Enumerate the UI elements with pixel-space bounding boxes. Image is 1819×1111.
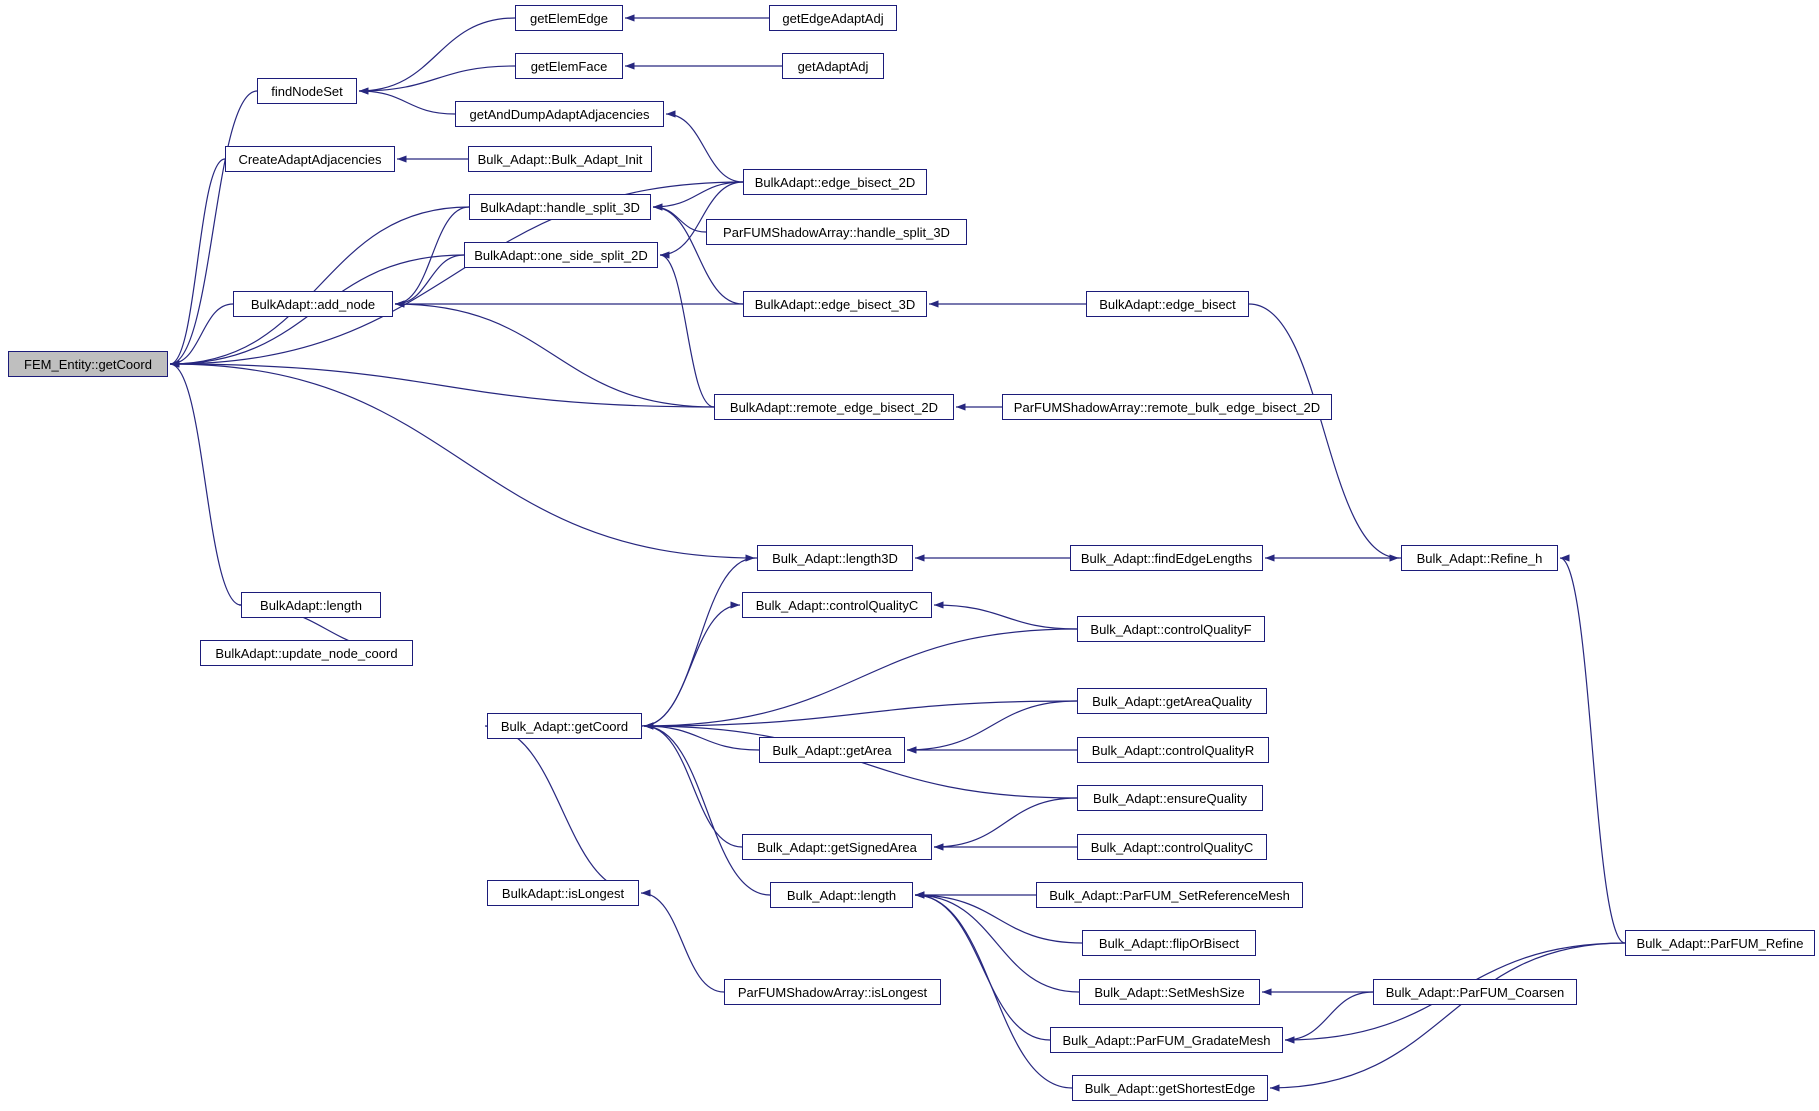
graph-edge (666, 114, 743, 182)
graph-node[interactable]: BulkAdapt::one_side_split_2D (464, 242, 658, 268)
graph-edge (644, 726, 759, 750)
graph-node[interactable]: Bulk_Adapt::flipOrBisect (1082, 930, 1256, 956)
graph-node[interactable]: findNodeSet (257, 78, 357, 104)
graph-edge (644, 726, 742, 847)
graph-node[interactable]: Bulk_Adapt::ParFUM_Coarsen (1373, 979, 1577, 1005)
graph-node[interactable]: BulkAdapt::edge_bisect_2D (743, 169, 927, 195)
graph-node[interactable]: getAdaptAdj (782, 53, 884, 79)
graph-node[interactable]: Bulk_Adapt::controlQualityC (1077, 834, 1267, 860)
graph-edge (170, 364, 757, 558)
graph-node[interactable]: BulkAdapt::handle_split_3D (469, 194, 651, 220)
graph-node[interactable]: Bulk_Adapt::ParFUM_GradateMesh (1050, 1027, 1283, 1053)
graph-edge (642, 605, 740, 726)
graph-node[interactable]: Bulk_Adapt::controlQualityR (1077, 737, 1269, 763)
graph-node[interactable]: Bulk_Adapt::length3D (757, 545, 913, 571)
graph-edge (653, 207, 706, 232)
graph-node[interactable]: BulkAdapt::edge_bisect_3D (743, 291, 927, 317)
graph-node[interactable]: Bulk_Adapt::getArea (759, 737, 905, 763)
graph-node[interactable]: Bulk_Adapt::getAreaQuality (1077, 688, 1267, 714)
graph-node[interactable]: Bulk_Adapt::SetMeshSize (1079, 979, 1260, 1005)
graph-edge (170, 364, 714, 407)
graph-node[interactable]: Bulk_Adapt::getSignedArea (742, 834, 932, 860)
graph-edge (170, 182, 743, 364)
graph-node[interactable]: getElemEdge (515, 5, 623, 31)
graph-node[interactable]: CreateAdaptAdjacencies (225, 146, 395, 172)
graph-edge (653, 182, 743, 207)
graph-node[interactable]: ParFUMShadowArray::handle_split_3D (706, 219, 967, 245)
graph-edge (1249, 304, 1399, 558)
graph-edge (170, 364, 241, 605)
graph-node[interactable]: ParFUMShadowArray::isLongest (724, 979, 941, 1005)
graph-node[interactable]: getAndDumpAdaptAdjacencies (455, 101, 664, 127)
graph-edge (170, 207, 469, 364)
graph-node[interactable]: BulkAdapt::edge_bisect (1086, 291, 1249, 317)
graph-edge (644, 726, 770, 895)
graph-node[interactable]: getElemFace (515, 53, 623, 79)
graph-edge (642, 558, 755, 726)
graph-node[interactable]: ParFUMShadowArray::remote_bulk_edge_bisect_2D (1002, 394, 1332, 420)
graph-edge (1270, 943, 1625, 1088)
graph-node[interactable]: BulkAdapt::length (241, 592, 381, 618)
graph-edge (359, 91, 455, 114)
graph-node[interactable]: Bulk_Adapt::findEdgeLengths (1070, 545, 1263, 571)
graph-edge (359, 18, 515, 91)
graph-edge (660, 255, 714, 407)
graph-node[interactable]: Bulk_Adapt::getCoord (487, 713, 642, 739)
graph-edge (915, 895, 1050, 1040)
graph-edge (170, 91, 257, 364)
graph-edge (395, 304, 714, 407)
graph-edge (644, 629, 1077, 726)
graph-node[interactable]: FEM_Entity::getCoord (8, 351, 168, 377)
graph-node[interactable]: Bulk_Adapt::getShortestEdge (1072, 1075, 1268, 1101)
graph-node[interactable]: Bulk_Adapt::controlQualityC (742, 592, 932, 618)
graph-edge (915, 895, 1079, 992)
graph-node[interactable]: BulkAdapt::remote_edge_bisect_2D (714, 394, 954, 420)
graph-node[interactable]: Bulk_Adapt::controlQualityF (1077, 616, 1265, 642)
graph-edge (359, 66, 515, 91)
graph-node[interactable]: Bulk_Adapt::ensureQuality (1077, 785, 1263, 811)
graph-edge (485, 726, 639, 893)
graph-node[interactable]: BulkAdapt::update_node_coord (200, 640, 413, 666)
graph-node[interactable]: Bulk_Adapt::Refine_h (1401, 545, 1558, 571)
graph-node[interactable]: Bulk_Adapt::ParFUM_Refine (1625, 930, 1815, 956)
graph-edge (934, 798, 1077, 847)
graph-node[interactable]: Bulk_Adapt::length (770, 882, 913, 908)
graph-edge (641, 893, 724, 992)
graph-edge (170, 159, 225, 364)
graph-node[interactable]: BulkAdapt::add_node (233, 291, 393, 317)
graph-node[interactable]: Bulk_Adapt::ParFUM_SetReferenceMesh (1036, 882, 1303, 908)
graph-edge (907, 701, 1077, 750)
graph-edge (1560, 558, 1625, 943)
graph-node[interactable]: BulkAdapt::isLongest (487, 880, 639, 906)
graph-node[interactable]: getEdgeAdaptAdj (769, 5, 897, 31)
graph-edge (934, 605, 1077, 629)
graph-node[interactable]: Bulk_Adapt::Bulk_Adapt_Init (468, 146, 652, 172)
